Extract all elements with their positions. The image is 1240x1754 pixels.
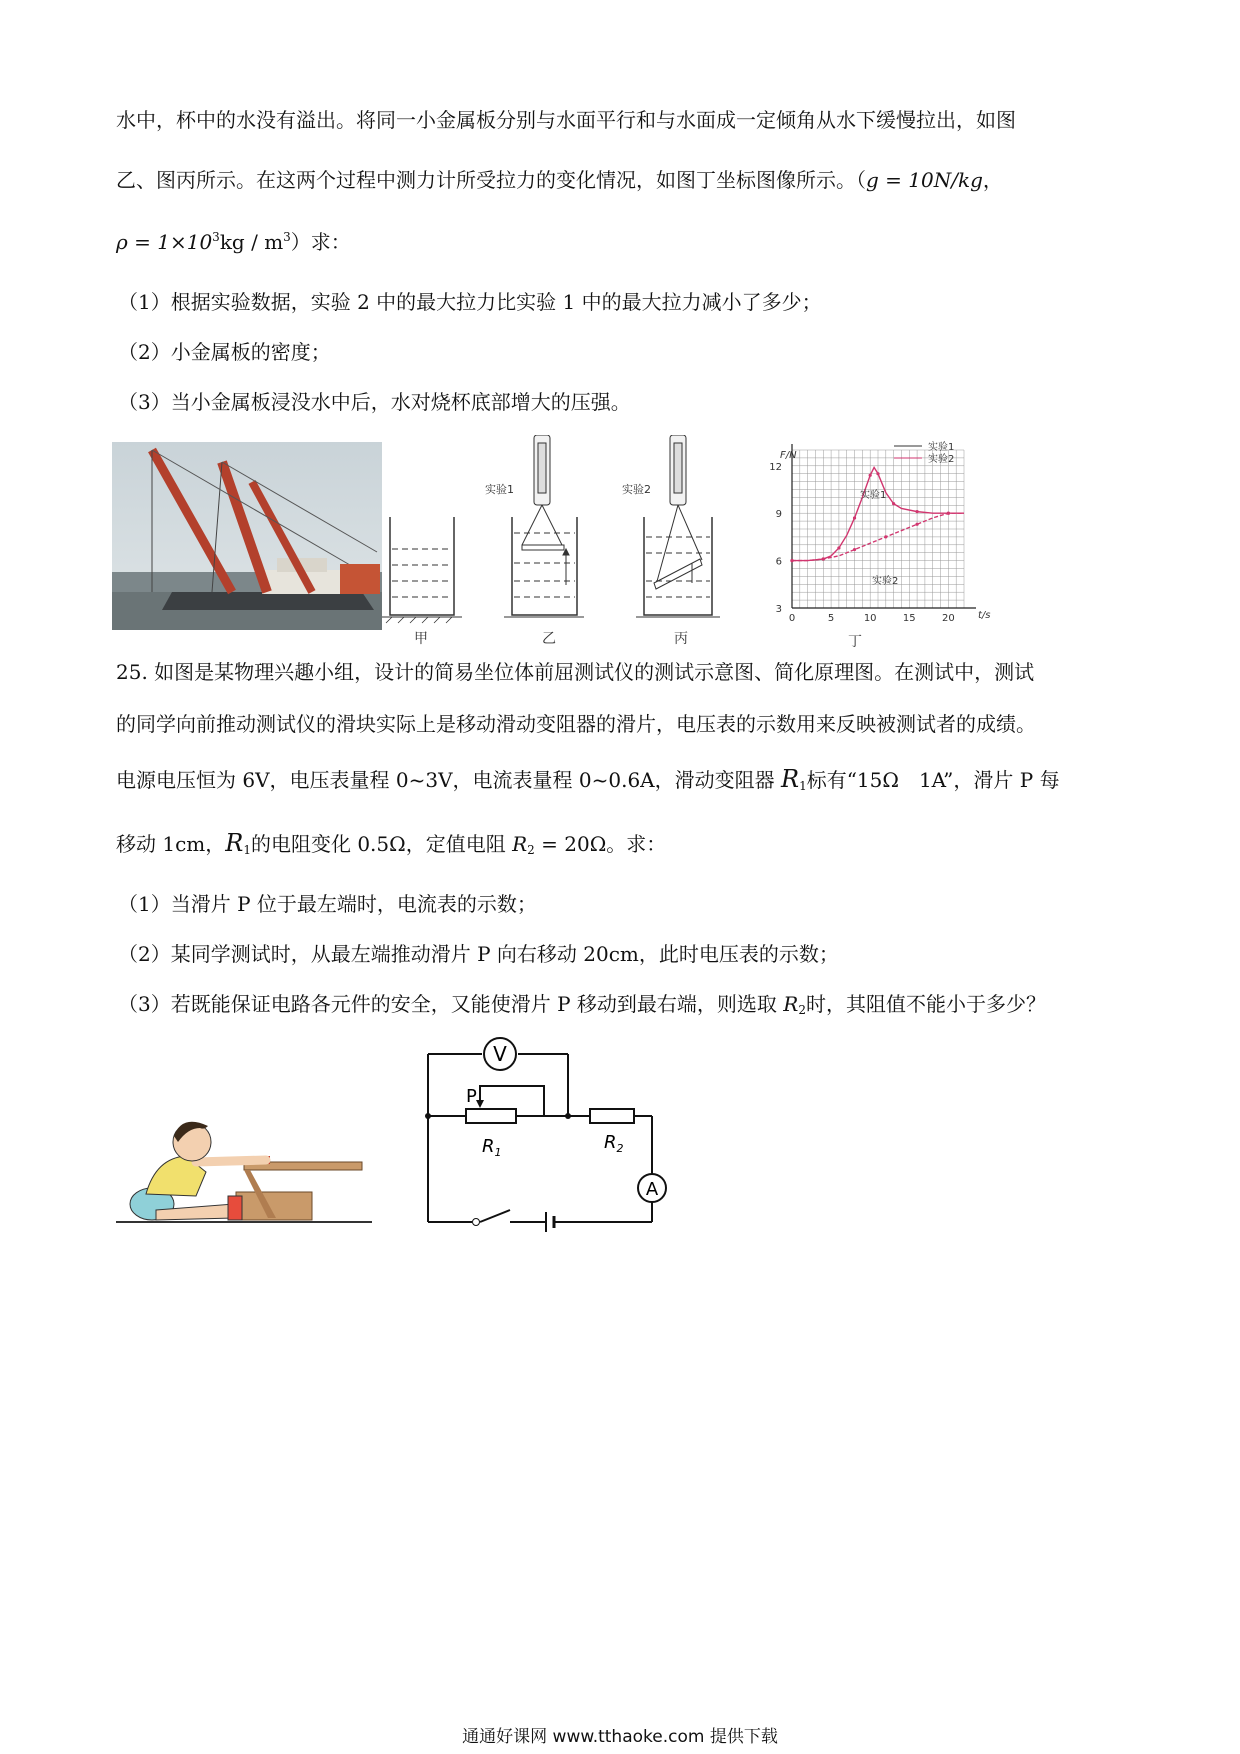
beaker-bing (636, 435, 720, 617)
series-point-2 (947, 512, 950, 515)
y-tick-label: 6 (775, 556, 782, 568)
annotation-exp1: 实验1 (860, 490, 887, 501)
label-exp1-yi: 实验1 (485, 483, 514, 496)
q24-sub-question-2: （2）小金属板的密度； (118, 340, 331, 364)
circuit-diagram (420, 1036, 680, 1241)
y-tick-label: 9 (775, 509, 782, 521)
x-tick-label: 15 (902, 613, 916, 624)
q25-line-2: 的同学向前推动测试仪的滑块实际上是移动滑动变阻器的滑片，电压表的示数用来反映被测试者的成绩。 (116, 712, 1036, 736)
y-tick-label: 12 (769, 461, 782, 473)
resistor-r2 (590, 1109, 634, 1123)
q24-sub-question-3: （3）当小金属板浸没水中后，水对烧杯底部增大的压强。 (118, 390, 631, 414)
label-bing: 丙 (674, 631, 688, 647)
q25-sub-question-1: （1）当滑片 P 位于最左端时，电流表的示数； (118, 892, 537, 916)
x-tick-label: 0 (788, 613, 796, 624)
legend-exp1: 实验1 (928, 442, 955, 453)
q25-sub-question-3: （3）若既能保证电路各元件的安全，又能使滑片 P 移动到最右端，则选取 $R_2$时，其阻值不能小于多少？ (118, 992, 1046, 1017)
x-tick-label: 10 (863, 613, 877, 624)
q24-density-line: $\rho = 1\times 10^3kg / m^3$）求： (116, 230, 351, 254)
beaker-jia (382, 517, 462, 623)
force-time-chart (752, 438, 1002, 650)
q24-line-1: 水中，杯中的水没有溢出。将同一小金属板分别与水面平行和与水面成一定倾角从水下缓慢拉出，如图 (116, 108, 1016, 132)
series-point-1 (915, 510, 918, 513)
series-point-2 (790, 559, 793, 562)
chart-legend (894, 440, 954, 465)
label-yi: 乙 (542, 631, 556, 647)
label-jia: 甲 (414, 631, 428, 647)
r1-label: $R_1$ (482, 1136, 502, 1159)
page-footer: 通通好课网 www.tthaoke.com 提供下载 (462, 1727, 778, 1747)
q25-line-1: 25. 如图是某物理兴趣小组，设计的简易坐位体前屈测试仪的测试示意图、简化原理图。在测试中，测试 (116, 660, 1035, 684)
q25-line-4: 移动 1cm，$R_1$的电阻变化 0.5Ω，定值电阻 $R_2 = 20\Omega$。求： (116, 829, 667, 857)
series-point-1 (837, 546, 840, 549)
r2-label: $R_2$ (604, 1132, 624, 1155)
q25-line-3: 电源电压恒为 6V，电压表量程 0~3V，电流表量程 0~0.6A，滑动变阻器 $R_1$标有“15Ω 1A”，滑片 P 每 (116, 765, 1060, 793)
series-point-1 (853, 516, 856, 519)
series-point-1 (869, 474, 872, 477)
beaker-yi (504, 435, 584, 617)
x-tick-label: 20 (941, 613, 955, 624)
resistor-r1 (466, 1109, 516, 1123)
q24-line-2: 乙、图丙所示。在这两个过程中测力计所受拉力的变化情况，如图丁坐标图像所示。（g = 10N/kg， (116, 168, 1003, 192)
svg-text:A: A (645, 1179, 659, 1200)
x-axis-label: t/s (978, 610, 991, 621)
label-exp2-bing: 实验2 (622, 483, 651, 496)
x-tick-label: 5 (827, 613, 835, 624)
series-point-2 (822, 557, 825, 560)
series-point-2 (853, 548, 856, 551)
label-ding: 丁 (848, 634, 862, 650)
chart-ticks (769, 462, 954, 624)
y-tick-label: 3 (775, 604, 782, 615)
series-point-1 (892, 502, 895, 505)
series-point-1 (876, 472, 879, 475)
crane-photo (112, 442, 382, 630)
legend-exp2: 实验2 (928, 454, 955, 465)
beaker-figures (382, 435, 744, 650)
slider-p-label: P (466, 1086, 477, 1107)
y-axis-label: F/N (780, 450, 797, 461)
q24-sub-question-1: （1）根据实验数据，实验 2 中的最大拉力比实验 1 中的最大拉力减小了多少； (118, 290, 822, 314)
sit-and-reach-illustration (116, 1100, 378, 1230)
slider-p-arrow (476, 1100, 484, 1108)
q25-sub-question-2: （2）某同学测试时，从最左端推动滑片 P 向右移动 20cm，此时电压表的示数； (118, 942, 839, 966)
series-point-2 (884, 535, 887, 538)
annotation-exp2: 实验2 (872, 576, 899, 587)
svg-text:V: V (493, 1042, 507, 1066)
series-point-2 (915, 523, 918, 526)
